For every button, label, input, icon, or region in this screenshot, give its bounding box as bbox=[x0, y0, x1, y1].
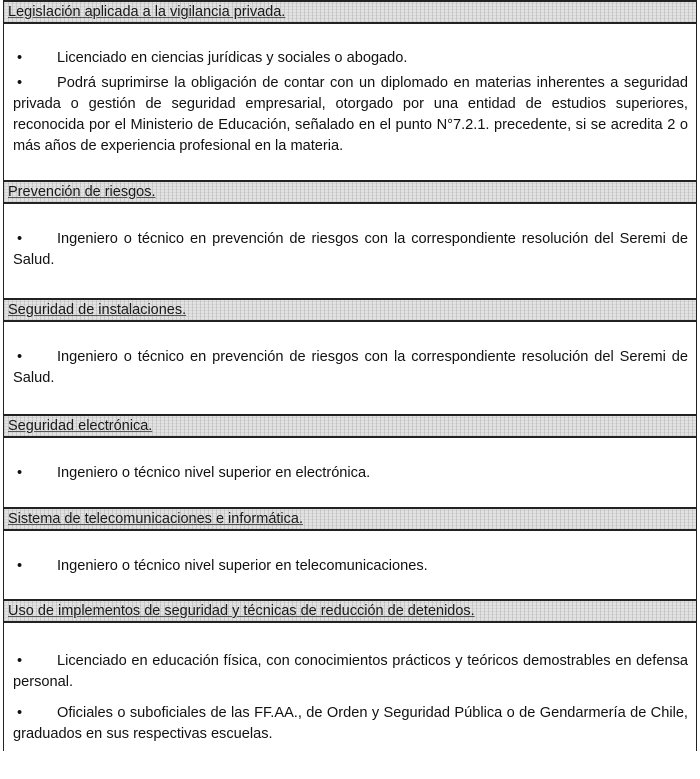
section-body bbox=[4, 623, 696, 751]
section-body bbox=[4, 24, 696, 180]
requirement-item bbox=[13, 556, 688, 577]
section-seguridad-instalaciones bbox=[4, 298, 696, 414]
bullet-icon: • bbox=[17, 349, 23, 365]
bullet-icon: • bbox=[17, 653, 23, 669]
section-title: Seguridad de instalaciones. bbox=[8, 302, 187, 318]
section-body bbox=[4, 204, 696, 298]
requirement-item bbox=[13, 229, 688, 271]
section-title: Uso de implementos de seguridad y técnicas de reducción de detenidos. bbox=[8, 603, 475, 619]
requirement-text: Ingeniero o técnico nivel superior en electrónica. bbox=[57, 465, 371, 481]
section-body bbox=[4, 438, 696, 507]
requirement-text: Oficiales o suboficiales de las FF.AA., de Orden y Seguridad Pública o de Gendarmería de Chile, graduados en sus respectivas escuelas. bbox=[13, 705, 688, 742]
bullet-icon: • bbox=[17, 231, 23, 247]
section-title: Legislación aplicada a la vigilancia privada. bbox=[8, 4, 286, 20]
bullet-icon: • bbox=[17, 558, 23, 574]
section-body bbox=[4, 531, 696, 599]
requirement-item bbox=[13, 703, 688, 745]
requirement-text: Ingeniero o técnico en prevención de riesgos con la correspondiente resolución del Seremi de Salud. bbox=[13, 231, 688, 268]
requirement-text: Ingeniero o técnico nivel superior en telecomunicaciones. bbox=[57, 558, 428, 574]
requirement-text: Licenciado en ciencias jurídicas y sociales o abogado. bbox=[57, 50, 408, 66]
requirement-text: Licenciado en educación física, con conocimientos prácticos y teóricos demostrables en defensa personal. bbox=[13, 653, 688, 690]
requirement-text: Ingeniero o técnico en prevención de riesgos con la correspondiente resolución del Seremi de Salud. bbox=[13, 349, 688, 386]
requirement-item bbox=[13, 651, 688, 693]
section-header bbox=[4, 298, 696, 322]
requirement-item bbox=[13, 463, 688, 484]
section-title: Seguridad electrónica. bbox=[8, 418, 153, 434]
bullet-icon: • bbox=[17, 50, 23, 66]
section-legislacion bbox=[4, 0, 696, 180]
bullet-icon: • bbox=[17, 705, 23, 721]
section-header bbox=[4, 0, 696, 24]
section-header bbox=[4, 180, 696, 204]
bullet-icon: • bbox=[17, 75, 23, 91]
requirement-item bbox=[13, 347, 688, 389]
section-title: Sistema de telecomunicaciones e informática. bbox=[8, 511, 303, 527]
requirement-item bbox=[13, 73, 688, 157]
section-implementos-seguridad bbox=[4, 599, 696, 751]
section-prevencion-riesgos bbox=[4, 180, 696, 298]
section-header bbox=[4, 599, 696, 623]
section-seguridad-electronica bbox=[4, 414, 696, 507]
section-telecomunicaciones bbox=[4, 507, 696, 599]
bullet-icon: • bbox=[17, 465, 23, 481]
section-header bbox=[4, 507, 696, 531]
section-body bbox=[4, 322, 696, 414]
section-header bbox=[4, 414, 696, 438]
section-title: Prevención de riesgos. bbox=[8, 184, 156, 200]
requirement-text: Podrá suprimirse la obligación de contar con un diplomado en materias inherentes a seguridad privada o gestión de seguridad empresarial, otorgado por una entidad de estudios superiores, reconocida por el Ministerio de Educación, señalado en el punto N°7.2.1. precedente, si se acredita 2 o más años de experiencia profesional en la materia. bbox=[13, 75, 688, 154]
requirement-item bbox=[13, 48, 688, 69]
requirements-table bbox=[3, 0, 697, 751]
